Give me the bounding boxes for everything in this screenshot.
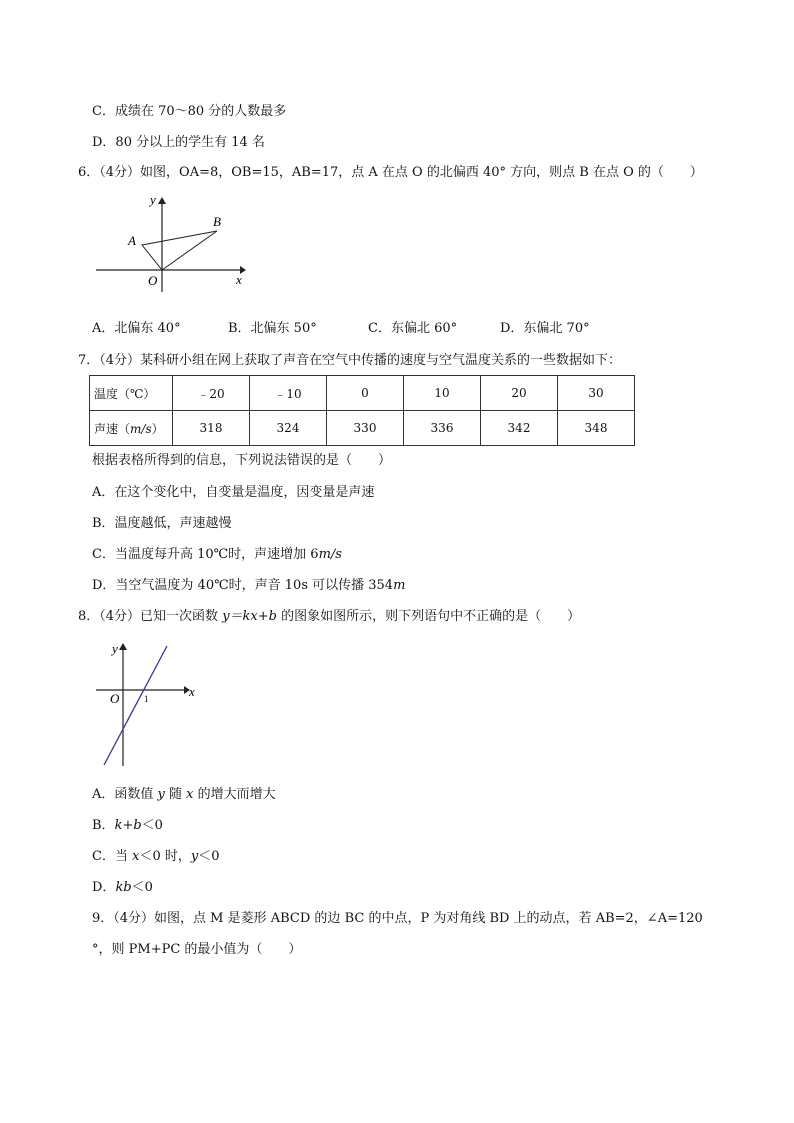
table-cell: 0 [327, 376, 404, 411]
q7-option-d: D．当空气温度为 40℃时，声音 10s 可以传播 354m [92, 578, 406, 593]
table-cell: 30 [558, 376, 635, 411]
table-row [90, 411, 635, 446]
q6-y-arrow-icon [158, 197, 166, 204]
table-cell: 318 [173, 411, 250, 446]
q8-option-d: D．kb＜0 [92, 880, 153, 895]
q6-figure [90, 192, 250, 292]
q6-y-label: y [150, 192, 156, 207]
table-cell: ﹣10 [250, 376, 327, 411]
q6-stem: 6．（4分）如图，OA=8，OB=15，AB=17，点 A 在点 O 的北偏西 40° 方向，则点 B 在点 O 的（ ） [78, 165, 703, 180]
q7-temp-header: 温度（℃） [90, 376, 173, 411]
table-cell: 330 [327, 411, 404, 446]
table-row [90, 376, 635, 411]
q9-stem-line1: 9．（4分）如图，点 M 是菱形 ABCD 的边 BC 的中点，P 为对角线 BD 上的动点，若 AB=2，∠A=120 [92, 911, 703, 926]
q7-table [89, 375, 635, 446]
q8-stem: 8．（4分）已知一次函数 y＝kx+b 的图象如图所示，则下列语句中不正确的是（ ） [78, 609, 581, 624]
table-cell: 324 [250, 411, 327, 446]
table-cell: 10 [404, 376, 481, 411]
q8-origin-label: O [110, 691, 120, 706]
q7-option-a: A．在这个变化中，自变量是温度，因变量是声速 [92, 485, 375, 500]
q7-speed-header: 声速（m/s） [90, 411, 173, 446]
q8-figure [92, 640, 202, 770]
q7-option-c: C．当温度每升高 10℃时，声速增加 6m/s [92, 547, 342, 562]
table-cell: 342 [481, 411, 558, 446]
q8-y-label: y [112, 641, 118, 656]
table-cell: 348 [558, 411, 635, 446]
q8-option-a: A．函数值 y 随 x 的增大而增大 [92, 787, 276, 802]
q8-tick-one-label: 1 [144, 694, 149, 704]
q5-option-c: C．成绩在 70～80 分的人数最多 [92, 104, 287, 119]
table-cell: 336 [404, 411, 481, 446]
table-cell: 20 [481, 376, 558, 411]
q6-option-c: C．东偏北 60° [368, 321, 458, 336]
q7-prompt: 根据表格所得到的信息，下列说法错误的是（ ） [92, 453, 392, 468]
q6-option-b: B．北偏东 50° [228, 321, 317, 336]
table-cell: ﹣20 [173, 376, 250, 411]
q6-point-b-label: B [213, 214, 221, 229]
q9-stem-line2: °，则 PM+PC 的最小值为（ ） [92, 942, 302, 957]
q6-triangle [142, 231, 217, 270]
q8-x-label: x [189, 684, 195, 699]
q8-option-b: B．k+b＜0 [92, 818, 163, 833]
q6-option-a: A．北偏东 40° [92, 321, 181, 336]
q6-point-a-label: A [128, 233, 136, 248]
q6-option-d: D．东偏北 70° [500, 321, 590, 336]
q6-x-label: x [236, 272, 242, 287]
q6-origin-label: O [148, 273, 158, 288]
q7-option-b: B．温度越低，声速越慢 [92, 516, 232, 531]
q8-y-arrow-icon [119, 643, 127, 650]
q7-stem: 7．（4分）某科研小组在网上获取了声音在空气中传播的速度与空气温度关系的一些数据如下： [78, 353, 622, 368]
q5-option-d: D．80 分以上的学生有 14 名 [92, 135, 265, 150]
q8-option-c: C．当 x＜0 时，y＜0 [92, 849, 220, 864]
